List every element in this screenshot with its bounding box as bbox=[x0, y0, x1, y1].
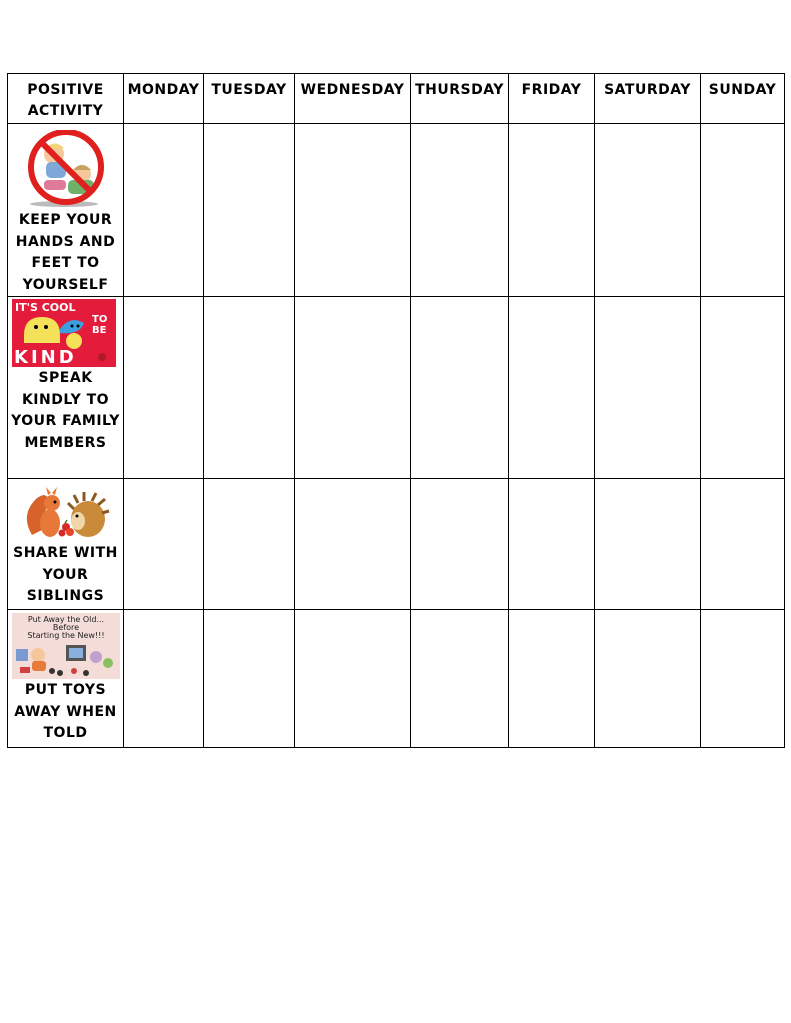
checkbox-cell-saturday[interactable] bbox=[595, 479, 701, 610]
checkbox-cell-saturday[interactable] bbox=[595, 610, 701, 748]
checkbox-cell-tuesday[interactable] bbox=[204, 297, 295, 479]
svg-text:IT'S COOL: IT'S COOL bbox=[15, 301, 76, 314]
checkbox-cell-saturday[interactable] bbox=[595, 124, 701, 297]
activity-cell bbox=[8, 610, 124, 748]
checkbox-cell-thursday[interactable] bbox=[411, 479, 509, 610]
checkbox-cell-friday[interactable] bbox=[509, 610, 595, 748]
header-sunday: SUNDAY bbox=[701, 74, 785, 124]
header-friday: FRIDAY bbox=[509, 74, 595, 124]
header-wednesday: WEDNESDAY bbox=[295, 74, 411, 124]
activity-label: KEEP YOUR HANDS AND FEET TO YOURSELF bbox=[15, 212, 116, 293]
activity-label: PUT TOYS AWAY WHEN TOLD bbox=[14, 682, 117, 741]
table-row bbox=[8, 479, 785, 610]
put-away-toys-image bbox=[12, 613, 120, 679]
table-row bbox=[8, 297, 785, 479]
checkbox-cell-friday[interactable] bbox=[509, 124, 595, 297]
checkbox-cell-monday[interactable] bbox=[124, 479, 204, 610]
checkbox-cell-wednesday[interactable] bbox=[295, 297, 411, 479]
activity-label: SHARE WITH YOUR SIBLINGS bbox=[13, 545, 118, 604]
checkbox-cell-monday[interactable] bbox=[124, 297, 204, 479]
table-row bbox=[8, 124, 785, 297]
checkbox-cell-sunday[interactable] bbox=[701, 479, 785, 610]
squirrel-hedgehog-sharing-image bbox=[22, 483, 110, 543]
header-row bbox=[8, 74, 785, 124]
svg-text:BE: BE bbox=[92, 325, 107, 336]
header-positive-activity: POSITIVE ACTIVITY bbox=[8, 74, 124, 124]
checkbox-cell-wednesday[interactable] bbox=[295, 124, 411, 297]
activity-cell bbox=[8, 124, 124, 297]
checkbox-cell-saturday[interactable] bbox=[595, 297, 701, 479]
header-saturday: SATURDAY bbox=[595, 74, 701, 124]
checkbox-cell-wednesday[interactable] bbox=[295, 610, 411, 748]
checkbox-cell-friday[interactable] bbox=[509, 297, 595, 479]
activity-cell bbox=[8, 479, 124, 610]
table-row bbox=[8, 610, 785, 748]
checkbox-cell-tuesday[interactable] bbox=[204, 124, 295, 297]
header-tuesday: TUESDAY bbox=[204, 74, 295, 124]
header-thursday: THURSDAY bbox=[411, 74, 509, 124]
checkbox-cell-sunday[interactable] bbox=[701, 610, 785, 748]
checkbox-cell-tuesday[interactable] bbox=[204, 610, 295, 748]
checkbox-cell-sunday[interactable] bbox=[701, 124, 785, 297]
no-fighting-icon bbox=[24, 130, 108, 208]
activity-cell bbox=[8, 297, 124, 479]
svg-text:Starting the New!!!: Starting the New!!! bbox=[26, 631, 105, 640]
checkbox-cell-thursday[interactable] bbox=[411, 297, 509, 479]
svg-text:Before: Before bbox=[52, 623, 79, 632]
checkbox-cell-sunday[interactable] bbox=[701, 297, 785, 479]
behavior-chart-table bbox=[7, 73, 785, 748]
svg-text:TO: TO bbox=[92, 314, 108, 325]
checkbox-cell-wednesday[interactable] bbox=[295, 479, 411, 610]
checkbox-cell-monday[interactable] bbox=[124, 124, 204, 297]
svg-text:Put Away the Old...: Put Away the Old... bbox=[27, 615, 104, 624]
header-monday: MONDAY bbox=[124, 74, 204, 124]
checkbox-cell-friday[interactable] bbox=[509, 479, 595, 610]
its-cool-to-be-kind-image bbox=[12, 299, 116, 367]
checkbox-cell-thursday[interactable] bbox=[411, 124, 509, 297]
checkbox-cell-tuesday[interactable] bbox=[204, 479, 295, 610]
activity-label: SPEAK KINDLY TO YOUR FAMILY MEMBERS bbox=[11, 370, 120, 451]
checkbox-cell-monday[interactable] bbox=[124, 610, 204, 748]
svg-text:KIND: KIND bbox=[14, 347, 77, 367]
checkbox-cell-thursday[interactable] bbox=[411, 610, 509, 748]
